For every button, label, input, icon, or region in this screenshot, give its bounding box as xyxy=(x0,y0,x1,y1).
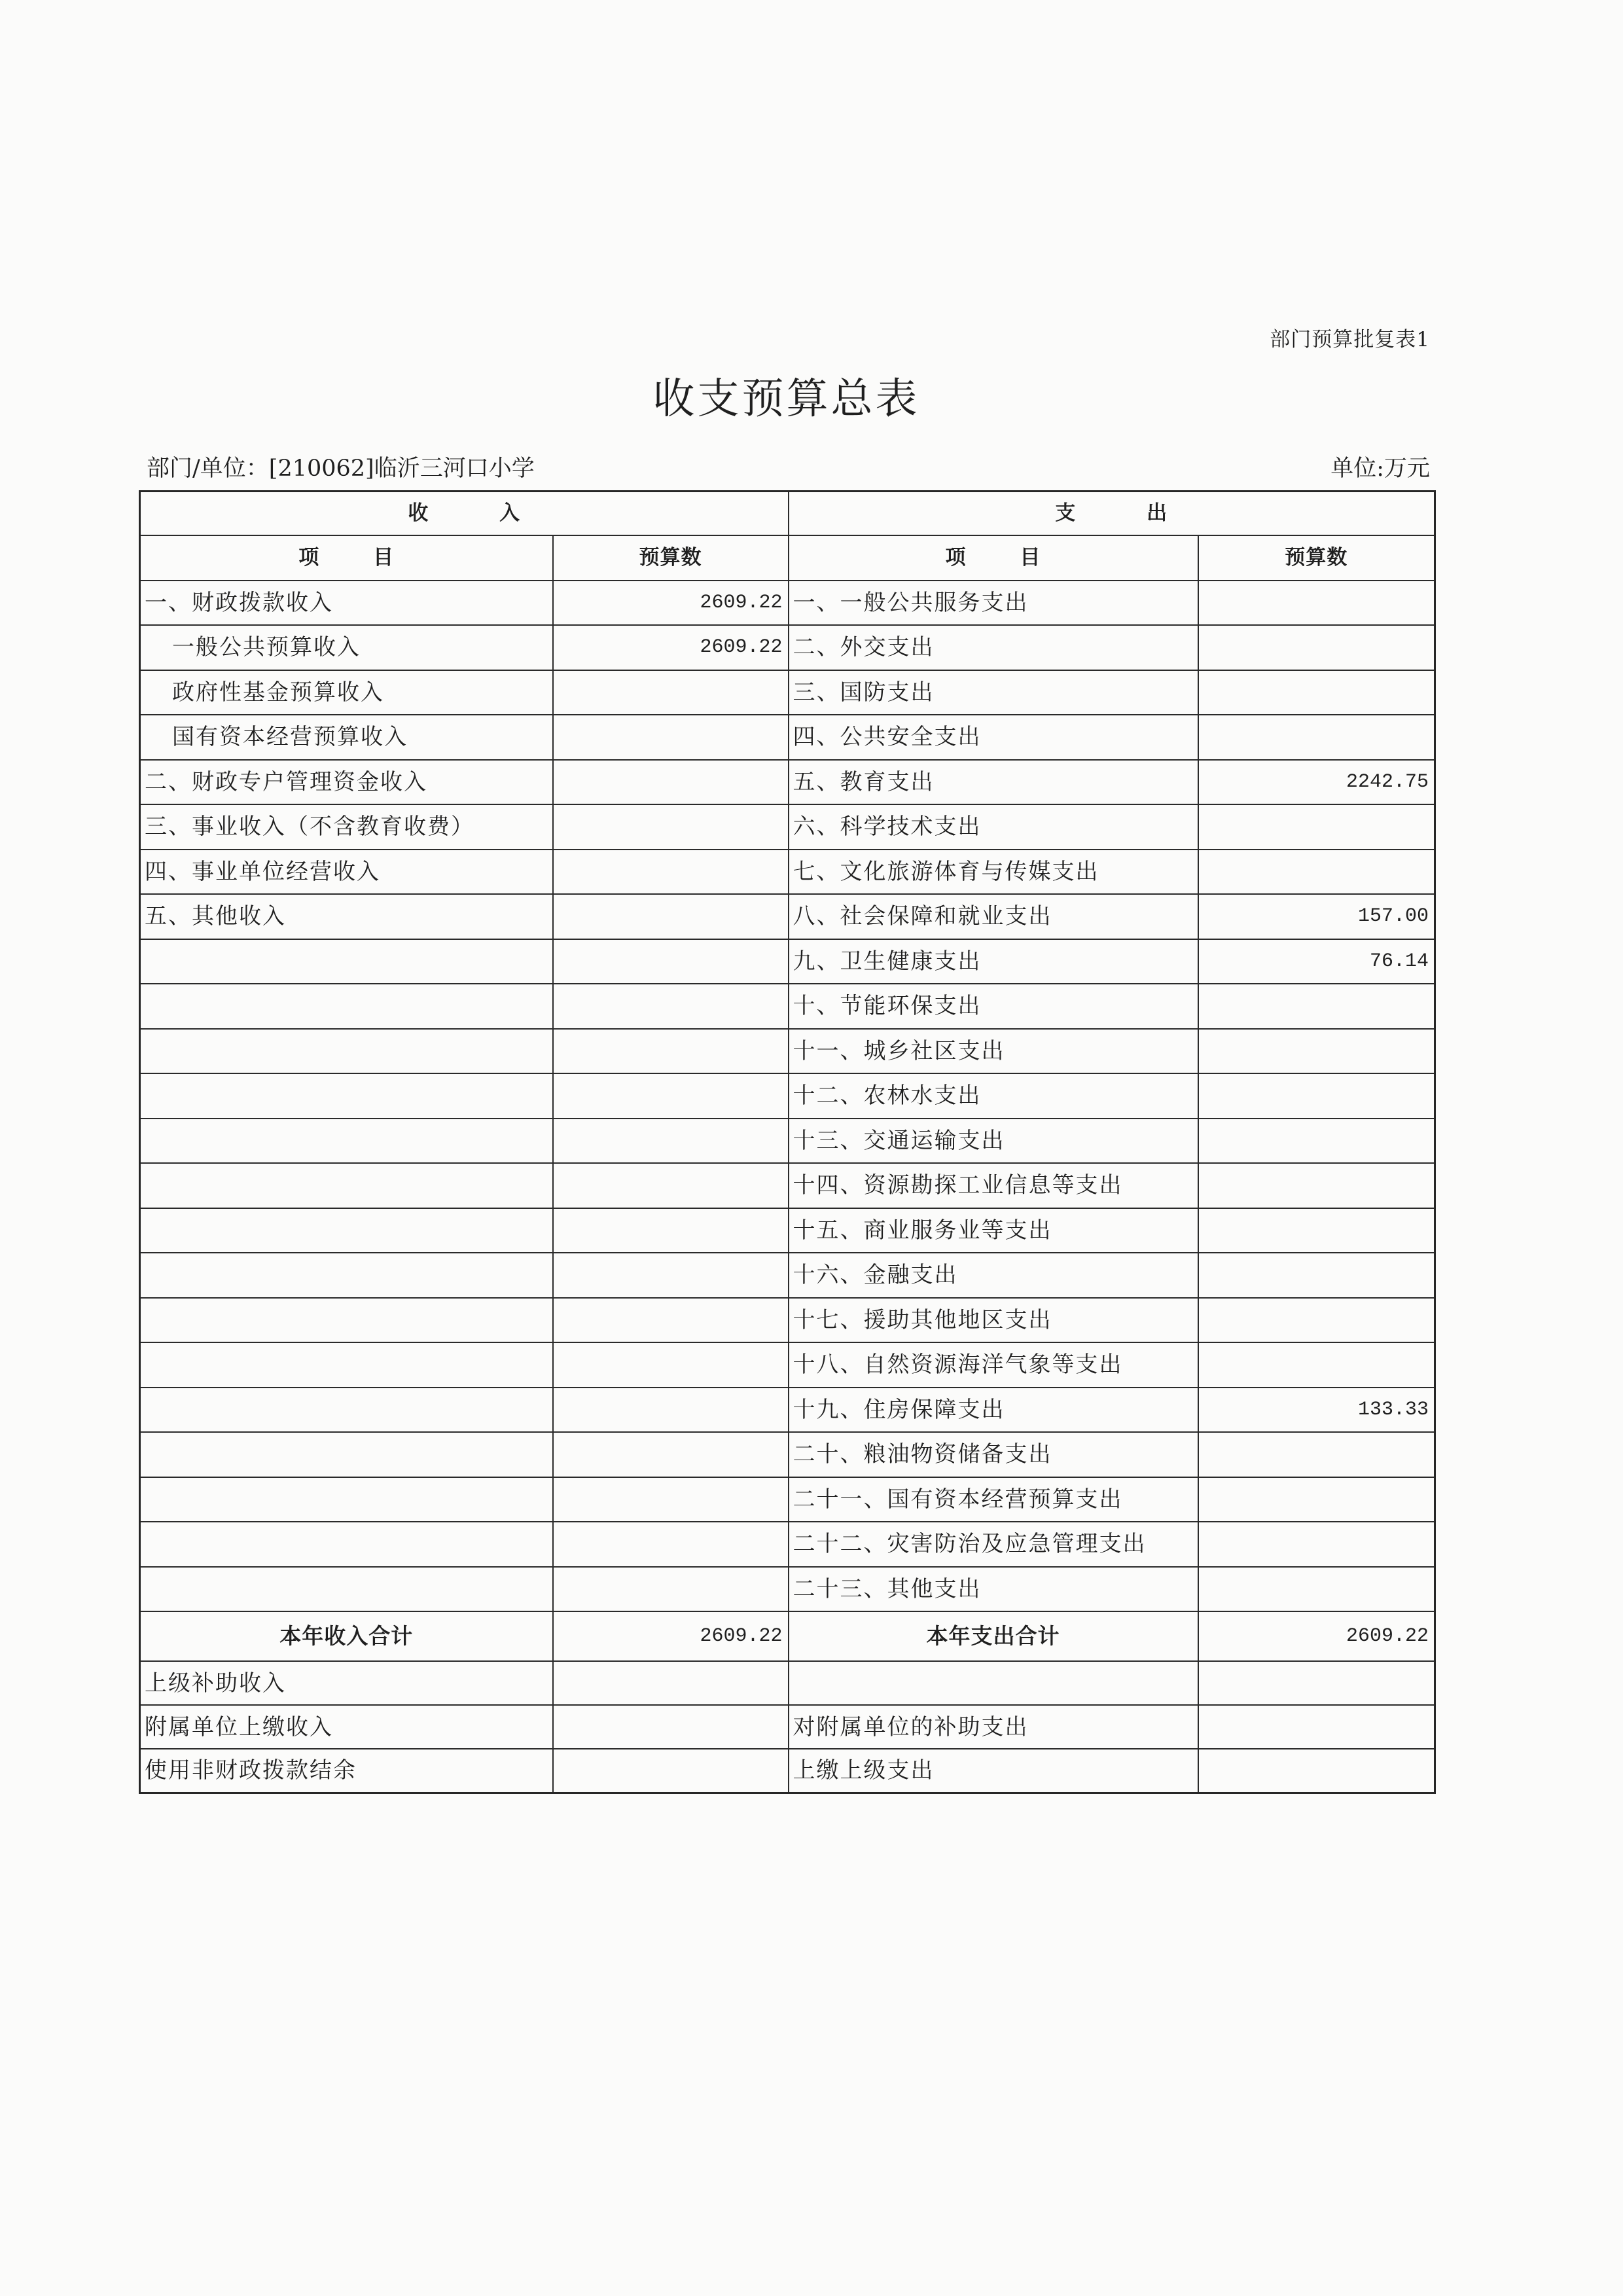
expense-item-cell: 七、文化旅游体育与传媒支出 xyxy=(789,850,1198,895)
income-amount-cell xyxy=(553,984,789,1029)
income-amount-cell xyxy=(553,1119,789,1164)
table-row xyxy=(140,1661,1435,1705)
expense-amount-cell xyxy=(1198,1661,1435,1705)
expense-amount-cell xyxy=(1198,1163,1435,1208)
expense-amount-cell xyxy=(1198,625,1435,670)
expense-amount-cell xyxy=(1198,1073,1435,1119)
income-item-cell: 国有资本经营预算收入 xyxy=(140,715,553,760)
expense-amount-cell xyxy=(1198,1567,1435,1612)
income-item-cell xyxy=(140,1208,553,1253)
table-row xyxy=(140,625,1435,670)
budget-table xyxy=(139,490,1436,1794)
expense-amount-cell xyxy=(1198,581,1435,626)
income-total-amount: 2609.22 xyxy=(553,1611,789,1661)
expense-item-cell: 八、社会保障和就业支出 xyxy=(789,894,1198,939)
income-amount-cell: 2609.22 xyxy=(553,581,789,626)
table-header xyxy=(140,492,1435,581)
table-row xyxy=(140,1522,1435,1567)
income-amount-header: 预算数 xyxy=(553,535,789,581)
expense-item-cell: 十九、住房保障支出 xyxy=(789,1388,1198,1433)
income-amount-cell xyxy=(553,1298,789,1343)
income-item-cell xyxy=(140,1253,553,1298)
expense-item-cell: 十一、城乡社区支出 xyxy=(789,1029,1198,1074)
table-row xyxy=(140,1253,1435,1298)
income-item-cell: 上级补助收入 xyxy=(140,1661,553,1705)
income-total-label: 本年收入合计 xyxy=(140,1611,553,1661)
income-item-cell: 三、事业收入（不含教育收费） xyxy=(140,804,553,850)
income-item-cell: 使用非财政拨款结余 xyxy=(140,1749,553,1793)
income-amount-cell xyxy=(553,1253,789,1298)
income-amount-cell xyxy=(553,1522,789,1567)
table-row xyxy=(140,1163,1435,1208)
expense-amount-cell xyxy=(1198,1749,1435,1793)
income-amount-cell xyxy=(553,1749,789,1793)
income-item-cell: 一、财政拨款收入 xyxy=(140,581,553,626)
income-amount-cell xyxy=(553,1208,789,1253)
income-item-cell: 一般公共预算收入 xyxy=(140,625,553,670)
income-item-cell: 政府性基金预算收入 xyxy=(140,670,553,715)
income-item-cell xyxy=(140,1119,553,1164)
income-item-cell xyxy=(140,1432,553,1477)
income-amount-cell xyxy=(553,1705,789,1749)
expense-amount-cell: 2242.75 xyxy=(1198,760,1435,805)
expense-item-cell: 十七、援助其他地区支出 xyxy=(789,1298,1198,1343)
table-row xyxy=(140,715,1435,760)
table-body xyxy=(140,581,1435,1612)
unit-label: 单位:万元 xyxy=(1330,456,1430,482)
income-item-cell xyxy=(140,1029,553,1074)
expense-item-cell: 十八、自然资源海洋气象等支出 xyxy=(789,1342,1198,1388)
income-amount-cell xyxy=(553,1073,789,1119)
table-row xyxy=(140,1029,1435,1074)
income-amount-cell xyxy=(553,1567,789,1612)
expense-item-cell: 二十一、国有资本经营预算支出 xyxy=(789,1477,1198,1522)
income-amount-cell xyxy=(553,894,789,939)
expense-item-cell: 十六、金融支出 xyxy=(789,1253,1198,1298)
table-row xyxy=(140,1208,1435,1253)
income-item-cell xyxy=(140,1298,553,1343)
income-item-cell xyxy=(140,1163,553,1208)
income-item-cell: 四、事业单位经营收入 xyxy=(140,850,553,895)
table-row xyxy=(140,670,1435,715)
expense-item-cell: 十四、资源勘探工业信息等支出 xyxy=(789,1163,1198,1208)
expense-total-label: 本年支出合计 xyxy=(789,1611,1198,1661)
table-row xyxy=(140,939,1435,984)
table-row xyxy=(140,1388,1435,1433)
table-extra-rows xyxy=(140,1661,1435,1793)
expense-amount-cell xyxy=(1198,1432,1435,1477)
expense-amount-cell xyxy=(1198,804,1435,850)
income-item-cell: 附属单位上缴收入 xyxy=(140,1705,553,1749)
document-title: 收支预算总表 xyxy=(652,375,920,423)
table-row xyxy=(140,1749,1435,1793)
expense-amount-cell xyxy=(1198,670,1435,715)
table-row xyxy=(140,1477,1435,1522)
income-amount-cell xyxy=(553,1477,789,1522)
expense-item-cell: 二十三、其他支出 xyxy=(789,1567,1198,1612)
table-row xyxy=(140,1432,1435,1477)
income-item-cell xyxy=(140,1522,553,1567)
expense-amount-cell xyxy=(1198,1705,1435,1749)
expense-total-amount: 2609.22 xyxy=(1198,1611,1435,1661)
income-item-cell xyxy=(140,984,553,1029)
table-row xyxy=(140,894,1435,939)
section-header-row xyxy=(140,492,1435,535)
table-row xyxy=(140,1705,1435,1749)
income-item-header: 项 目 xyxy=(140,535,553,581)
expense-item-cell: 九、卫生健康支出 xyxy=(789,939,1198,984)
table-row xyxy=(140,850,1435,895)
table-row xyxy=(140,760,1435,805)
expense-amount-cell: 76.14 xyxy=(1198,939,1435,984)
expense-item-cell: 四、公共安全支出 xyxy=(789,715,1198,760)
expense-item-cell: 三、国防支出 xyxy=(789,670,1198,715)
table-total xyxy=(140,1611,1435,1661)
table-row xyxy=(140,1342,1435,1388)
expense-amount-cell xyxy=(1198,984,1435,1029)
income-item-cell xyxy=(140,1073,553,1119)
department-label: 部门/单位：[210062]临沂三河口小学 xyxy=(147,456,535,482)
income-amount-cell xyxy=(553,1388,789,1433)
expense-item-cell: 十三、交通运输支出 xyxy=(789,1119,1198,1164)
total-row xyxy=(140,1611,1435,1661)
expense-item-cell: 二十二、灾害防治及应急管理支出 xyxy=(789,1522,1198,1567)
table-row xyxy=(140,984,1435,1029)
form-code: 部门预算批复表1 xyxy=(1270,328,1430,351)
expense-item-header: 项 目 xyxy=(789,535,1198,581)
income-amount-cell xyxy=(553,715,789,760)
table-row xyxy=(140,1567,1435,1612)
expense-amount-cell: 157.00 xyxy=(1198,894,1435,939)
expense-item-cell: 五、教育支出 xyxy=(789,760,1198,805)
income-item-cell xyxy=(140,1342,553,1388)
expense-amount-cell xyxy=(1198,1119,1435,1164)
expense-item-cell: 十二、农林水支出 xyxy=(789,1073,1198,1119)
expense-item-cell: 十、节能环保支出 xyxy=(789,984,1198,1029)
income-item-cell xyxy=(140,1388,553,1433)
expense-item-cell: 二、外交支出 xyxy=(789,625,1198,670)
table-row xyxy=(140,1073,1435,1119)
expense-amount-cell xyxy=(1198,1298,1435,1343)
expense-amount-cell xyxy=(1198,850,1435,895)
income-amount-cell xyxy=(553,1432,789,1477)
expense-amount-cell xyxy=(1198,1253,1435,1298)
income-amount-cell xyxy=(553,804,789,850)
income-amount-cell xyxy=(553,1163,789,1208)
income-item-cell: 二、财政专户管理资金收入 xyxy=(140,760,553,805)
income-amount-cell xyxy=(553,670,789,715)
income-amount-cell xyxy=(553,1661,789,1705)
table-row xyxy=(140,1298,1435,1343)
expense-item-cell: 一、一般公共服务支出 xyxy=(789,581,1198,626)
expense-amount-cell xyxy=(1198,1029,1435,1074)
expense-item-cell xyxy=(789,1661,1198,1705)
income-amount-cell xyxy=(553,1342,789,1388)
expense-amount-cell xyxy=(1198,1522,1435,1567)
expense-item-cell: 上缴上级支出 xyxy=(789,1749,1198,1793)
expense-item-cell: 十五、商业服务业等支出 xyxy=(789,1208,1198,1253)
income-header: 收 入 xyxy=(140,492,789,535)
income-amount-cell xyxy=(553,1029,789,1074)
income-amount-cell xyxy=(553,850,789,895)
expense-item-cell: 六、科学技术支出 xyxy=(789,804,1198,850)
income-item-cell xyxy=(140,1477,553,1522)
expense-item-cell: 对附属单位的补助支出 xyxy=(789,1705,1198,1749)
expense-amount-cell xyxy=(1198,1477,1435,1522)
income-amount-cell: 2609.22 xyxy=(553,625,789,670)
table-row xyxy=(140,1119,1435,1164)
expense-amount-cell xyxy=(1198,715,1435,760)
expense-header: 支 出 xyxy=(789,492,1435,535)
expense-amount-header: 预算数 xyxy=(1198,535,1435,581)
income-item-cell: 五、其他收入 xyxy=(140,894,553,939)
expense-item-cell: 二十、粮油物资储备支出 xyxy=(789,1432,1198,1477)
table-row xyxy=(140,581,1435,626)
column-header-row xyxy=(140,535,1435,581)
table-row xyxy=(140,804,1435,850)
expense-amount-cell: 133.33 xyxy=(1198,1388,1435,1433)
expense-amount-cell xyxy=(1198,1208,1435,1253)
income-item-cell xyxy=(140,1567,553,1612)
expense-amount-cell xyxy=(1198,1342,1435,1388)
income-amount-cell xyxy=(553,939,789,984)
income-amount-cell xyxy=(553,760,789,805)
income-item-cell xyxy=(140,939,553,984)
